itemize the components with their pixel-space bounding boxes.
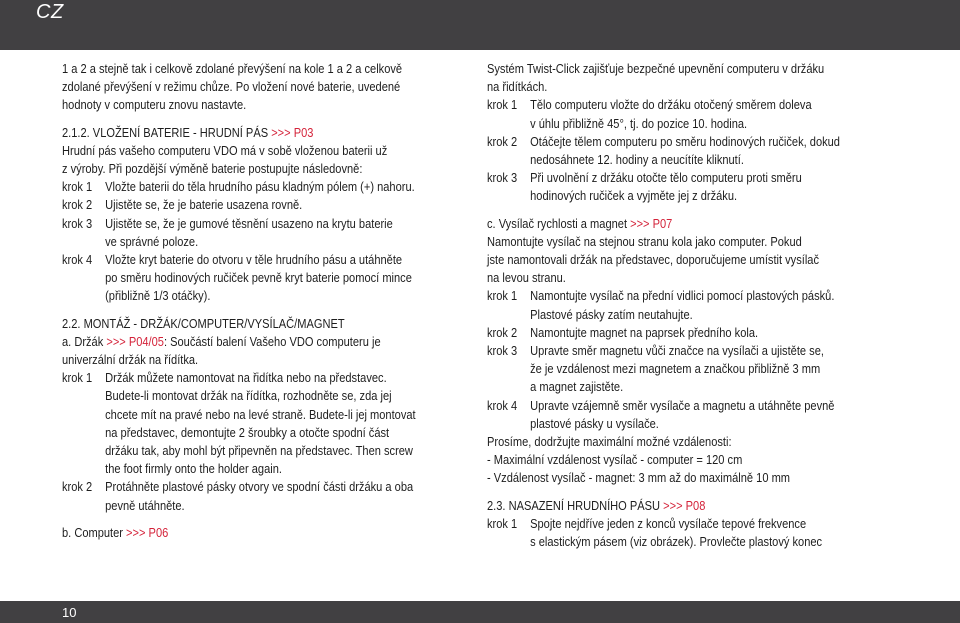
step-item: krok 3 Upravte směr magnetu vůči značce na vysílači a ujistěte se, že je vzdálenost mezi magnetem a značkou přibližně 3 mm a magnet zajistěte. [487, 344, 824, 395]
language-label: CZ [36, 1, 64, 23]
header-bar [0, 0, 960, 50]
figure-ref: >>> P08 [663, 498, 706, 513]
subsection-a-heading: a. Držák >>> P04/05: Součástí balení Vašeho VDO computeru je [62, 334, 381, 349]
figure-ref: >>> P07 [630, 216, 673, 231]
page-number: 10 [62, 605, 77, 620]
step-item: krok 2 Otáčejte tělem computeru po směru hodinových ručiček, dokud nedosáhnete 12. hodiny a neucítíte kliknutí. [487, 134, 840, 168]
step-item: krok 3 Ujistěte se, že je gumové těsnění usazeno na krytu baterie ve správné poloze. [62, 216, 393, 249]
step-item: krok 1 Držák můžete namontovat na řidítka nebo na představec. Budete-li montovat držák na řídítka, rozhodněte se, zda jej chcete mít na pravé nebo na levé straně. Budete-li jej montovat na představec, demontujte 2 šroubky a otočte spodní část držáku tak, aby mohl být připevněn na představec. Then screw the foot firmly onto the holder again. [62, 371, 416, 477]
step-item: krok 4 Upravte vzájemně směr vysílače a magnetu a utáhněte pevně plastové pásky u vysílače. [487, 398, 835, 431]
step-item: krok 1 Spojte nejdříve jeden z konců vysílače tepové frekvence s elastickým pásem (viz obrázek). Provlečte plastový konec [487, 516, 823, 550]
step-item: krok 1 Tělo computeru vložte do držáku otočený směrem doleva v úhlu přibližně 45°, tj. do pozice 10. hodina. [487, 98, 812, 131]
right-column: Systém Twist-Click zajišťuje bezpečné upevnění computeru v držáku na řidítkách. krok 1 Tělo computeru vložte do držáku otočený směrem doleva v úhlu přibližně 45°, tj. do pozice 10. hodina. krok 2 Otáčejte tělem computeru po směru hodinových ručiček, dokud nedosáhnete 12. hodiny a neucítíte kliknutí. krok 3 Při uvolnění z držáku otočte tělo computeru proti směru hodinových ručiček a vyjměte jej z držáku. c. Vysílač rychlosti a magnet >>> P07 Namontujte vysílač na stejnou stranu kola jako computer. Pokud jste namontovali držák na představec, doporučujeme umístit vysílač na levou stranu. krok 1 Namontujte vysílač na přední vidlici pomocí plastových pásků. Plastové pásky zatím neutahujte. krok 2 Namontujte magnet na paprsek předního kola. krok 3 Upravte směr magnetu vůči značce na vysílači a ujistěte se, že je vzdálenost mezi magnetem a značkou přibližně 3 mm a magnet zajistěte. krok 4 Upravte vzájemně směr vysílače a magnetu a utáhněte pevně plastové pásky u vysílače. Prosíme, dodržujte maximální možné vzdálenosti: - Maximální vzdálenost vysílač - computer = 120 cm - Vzdálenost vysílač - magnet: 3 mm až do maximálně 10 mm 2.3. NASAZENÍ HRUDNÍHO PÁSU >>> P08 krok 1 Spojte nejdříve jeden z konců vysílače tepové frekvence s elastickým pásem (viz obrázek). Provlečte plastový konec [487, 60, 840, 551]
section-2-2-heading: 2.2. MONTÁŽ - DRŽÁK/COMPUTER/VYSÍLAČ/MAGNET [62, 316, 345, 331]
step-item: krok 3 Při uvolnění z držáku otočte tělo computeru proti směru hodinových ručiček a vyjměte jej z držáku. [487, 171, 802, 204]
footer-bar [0, 601, 960, 623]
left-column: 1 a 2 a stejně tak i celkově zdolané převýšení na kole 1 a 2 a celkově zdolané převýšení v režimu chůze. Po vložení nové baterie, uvedené hodnoty v computeru znovu nastavte. 2.1.2. VLOŽENÍ BATERIE - HRUDNÍ PÁS >>> P03 Hrudní pás vašeho computeru VDO má v sobě vloženou baterii už z výroby. Při pozdější výměně baterie postupujte následovně: krok 1 Vložte baterii do těla hrudního pásu kladným pólem (+) nahoru. krok 2 Ujistěte se, že je baterie usazena rovně. krok 3 Ujistěte se, že je gumové těsnění usazeno na krytu baterie ve správné poloze. krok 4 Vložte kryt baterie do otvoru v těle hrudního pásu a utáhněte po směru hodinových ručiček pevně kryt baterie pomocí mince (přibližně 1/3 otáčky). 2.2. MONTÁŽ - DRŽÁK/COMPUTER/VYSÍLAČ/MAGNET a. Držák >>> P04/05: Součástí balení Vašeho VDO computeru je univerzální držák na řídítka. krok 1 Držák můžete namontovat na řidítka nebo na představec. Budete-li montovat držák na řídítka, rozhodněte se, zda jej chcete mít na pravé nebo na levé straně. Budete-li jej montovat na představec, demontujte 2 šroubky a otočte spodní část držáku tak, aby mohl být připevněn na představec. Then screw the foot firmly onto the holder again. krok 2 Protáhněte plastové pásky otvory ve spodní části držáku a oba pevně utáhněte. b. Computer >>> P06 [62, 60, 416, 542]
step-item: krok 1 Vložte baterii do těla hrudního pásu kladným pólem (+) nahoru. [62, 180, 415, 195]
section-2-1-2-heading: 2.1.2. VLOŽENÍ BATERIE - HRUDNÍ PÁS >>> P03 [62, 125, 314, 140]
figure-ref: >>> P03 [271, 125, 314, 140]
step-item: krok 2 Ujistěte se, že je baterie usazena rovně. [62, 198, 303, 213]
figure-ref: >>> P04/05 [106, 334, 164, 349]
figure-ref: >>> P06 [126, 525, 169, 540]
section-2-3-heading: 2.3. NASAZENÍ HRUDNÍHO PÁSU >>> P08 [487, 498, 706, 513]
step-item: krok 4 Vložte kryt baterie do otvoru v těle hrudního pásu a utáhněte po směru hodinových ručiček pevně kryt baterie pomocí mince (přibližně 1/3 otáčky). [62, 253, 412, 304]
step-item: krok 2 Protáhněte plastové pásky otvory ve spodní části držáku a oba pevně utáhněte. [62, 480, 414, 513]
step-item: krok 2 Namontujte magnet na paprsek předního kola. [487, 325, 759, 340]
left-intro: 1 a 2 a stejně tak i celkově zdolané převýšení na kole 1 a 2 a celkově zdolané převýšení v režimu chůze. Po vložení nové baterie, uvedené hodnoty v computeru znovu nastavte. [62, 62, 403, 113]
subsection-b-heading: b. Computer >>> P06 [62, 525, 169, 540]
step-item: krok 1 Namontujte vysílač na přední vidlici pomocí plastových pásků. Plastové pásky zatím neutahujte. [487, 289, 835, 322]
subsection-c-heading: c. Vysílač rychlosti a magnet >>> P07 [487, 216, 673, 231]
